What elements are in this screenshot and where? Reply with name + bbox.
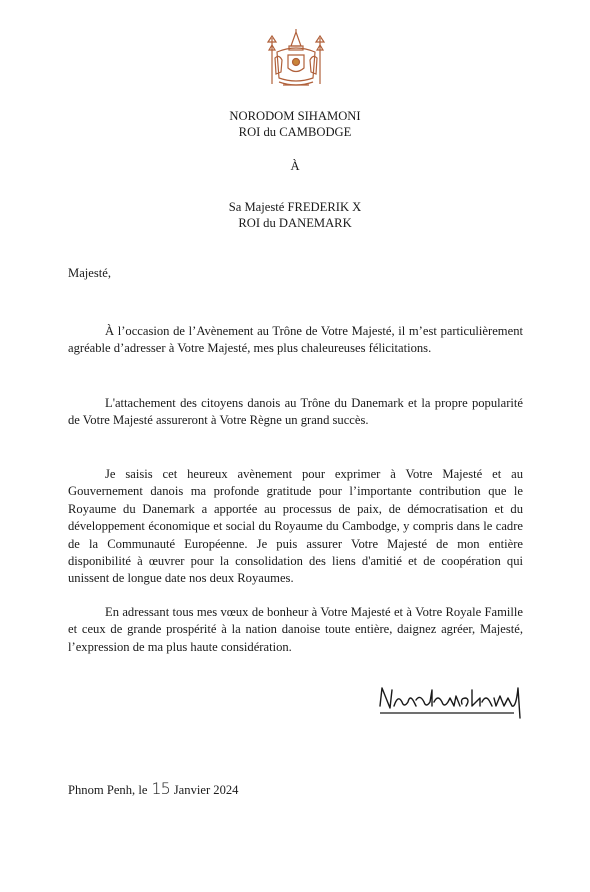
date-month-year: Janvier 2024 [173,783,239,797]
paragraph-3: Je saisis cet heureux avènement pour exprimer à Votre Majesté et au Gouvernement danois ma profonde gratitude pour l’importante contribution que le Royaume du Danemark a apportée au processus de paix, de démocratisation et du développement économique et social du Royaume du Cambodge, y compris dans le cadre de la Communauté Européenne. Je puis assurer Votre Majesté de mon entière disponibilité à œuvrer pour la consolidation des liens d'amitié et de coopération qui unissent de longue date nos deux Royaumes. [68,467,523,586]
paragraph-1: À l’occasion de l’Avènement au Trône de Votre Majesté, il m’est particulièrement agréable d’adresser à Votre Majesté, mes plus chaleureuses félicitations. [68,324,523,356]
sender-name: NORODOM SIHAMONI [229,109,361,123]
recipient-block [0,199,590,231]
paragraph-4: En adressant tous mes vœux de bonheur à Votre Majesté et à Votre Royale Famille et ceux de grande prospérité à la nation danoise toute entière, daignez agréer, Majesté, l’expression de ma plus haute considération. [68,605,523,654]
sender-title: ROI du CAMBODGE [238,125,352,139]
royal-coat-of-arms-icon [265,28,327,90]
sender-block [0,108,590,140]
recipient-name: Sa Majesté FREDERIK X [228,200,362,214]
salutation: Majesté, [68,266,112,280]
recipient-title: ROI du DANEMARK [238,216,352,230]
dateline [68,779,238,798]
date-place: Phnom Penh, le [68,783,148,797]
handwritten-signature [376,676,526,720]
date-day: 15 [151,779,170,798]
to-label: À [290,159,300,173]
paragraph-2: L'attachement des citoyens danois au Trône du Danemark et la propre popularité de Votre Majesté assureront à Votre Règne un grand succès. [68,396,523,428]
